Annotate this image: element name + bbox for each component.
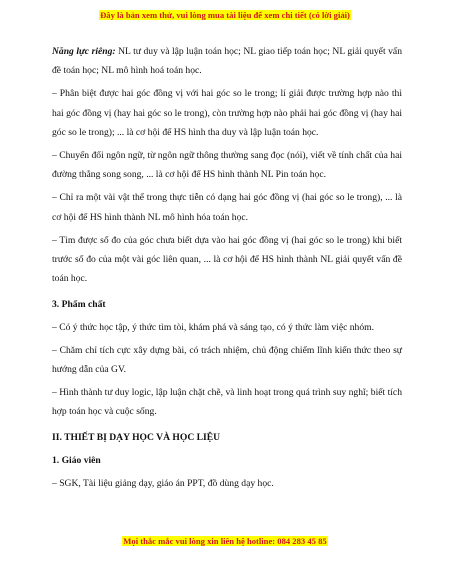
paragraph-chi-ra: – Chỉ ra một vài vật thể trong thực tiễn có dạng hai góc đồng vị (hai góc so le trong), ... là cơ hội để HS hình thành NL mô hình hóa toán học. <box>52 192 402 223</box>
section-2-heading: II. THIẾT BỊ DẠY HỌC VÀ HỌC LIỆU <box>52 431 221 443</box>
nang-luc-rieng-paragraph <box>52 42 402 81</box>
document-content <box>52 42 402 497</box>
pham-chat-item-3: – Hình thành tư duy logic, lập luận chặt chẽ, và linh hoạt trong quá trình suy nghĩ; biết tích hợp toán học và cuộc sống. <box>52 387 402 418</box>
nang-luc-rieng-label: Năng lực riêng: <box>52 46 116 57</box>
preview-banner <box>0 10 450 20</box>
pham-chat-heading: 3. Phẩm chất <box>52 298 106 310</box>
pham-chat-item-2: – Chăm chỉ tích cực xây dựng bài, có trách nhiệm, chủ động chiếm lĩnh kiến thức theo sự hướng dẫn của GV. <box>52 344 402 376</box>
hotline-banner-text: Mọi thắc mắc vui lòng xin liên hệ hotline: 084 283 45 85 <box>123 536 327 546</box>
paragraph-chuyen-doi: – Chuyển đổi ngôn ngữ, từ ngôn ngữ thông thường sang đọc (nói), viết về tính chất của hai đường thẳng song song, ... là cơ hội để HS hình thành NL Pin toán học. <box>52 150 402 181</box>
preview-banner-text: Đây là bản xem thử, vui lòng mua tài liệu để xem chi tiết (có lời giải) <box>100 10 350 20</box>
paragraph-tim-duoc: – Tìm được số đo của góc chưa biết dựa vào hai góc đồng vị (hai góc so le trong) khi biết trước số đo của một vài góc liên quan, ... là cơ hội để HS hình thành NL giải quyết vấn đề toán học. <box>52 234 402 285</box>
giao-vien-heading: 1. Giáo viên <box>52 454 101 466</box>
hotline-banner <box>0 536 450 546</box>
nang-luc-rieng-text: NL tư duy và lập luận toán học; NL giao tiếp toán học; NL giải quyết vấn đề toán học; NL mô hình hoá toán học. <box>52 46 402 77</box>
paragraph-phan-biet: – Phân biệt được hai góc đồng vị với hai góc so le trong; lí giải được trường hợp nào thì hai góc đồng vị (hay hai góc so le trong), còn trường hợp nào phải hai góc đồng vị (hay hai góc so le trong); ... là cơ hội để HS hình tha duy và lập luận toán học. <box>52 88 402 139</box>
pham-chat-item-1: – Có ý thức học tập, ý thức tìm tòi, khám phá và sáng tạo, có ý thức làm việc nhóm. <box>52 321 374 333</box>
giao-vien-item: – SGK, Tài liệu giảng dạy, giáo án PPT, đồ dùng dạy học. <box>52 477 274 489</box>
